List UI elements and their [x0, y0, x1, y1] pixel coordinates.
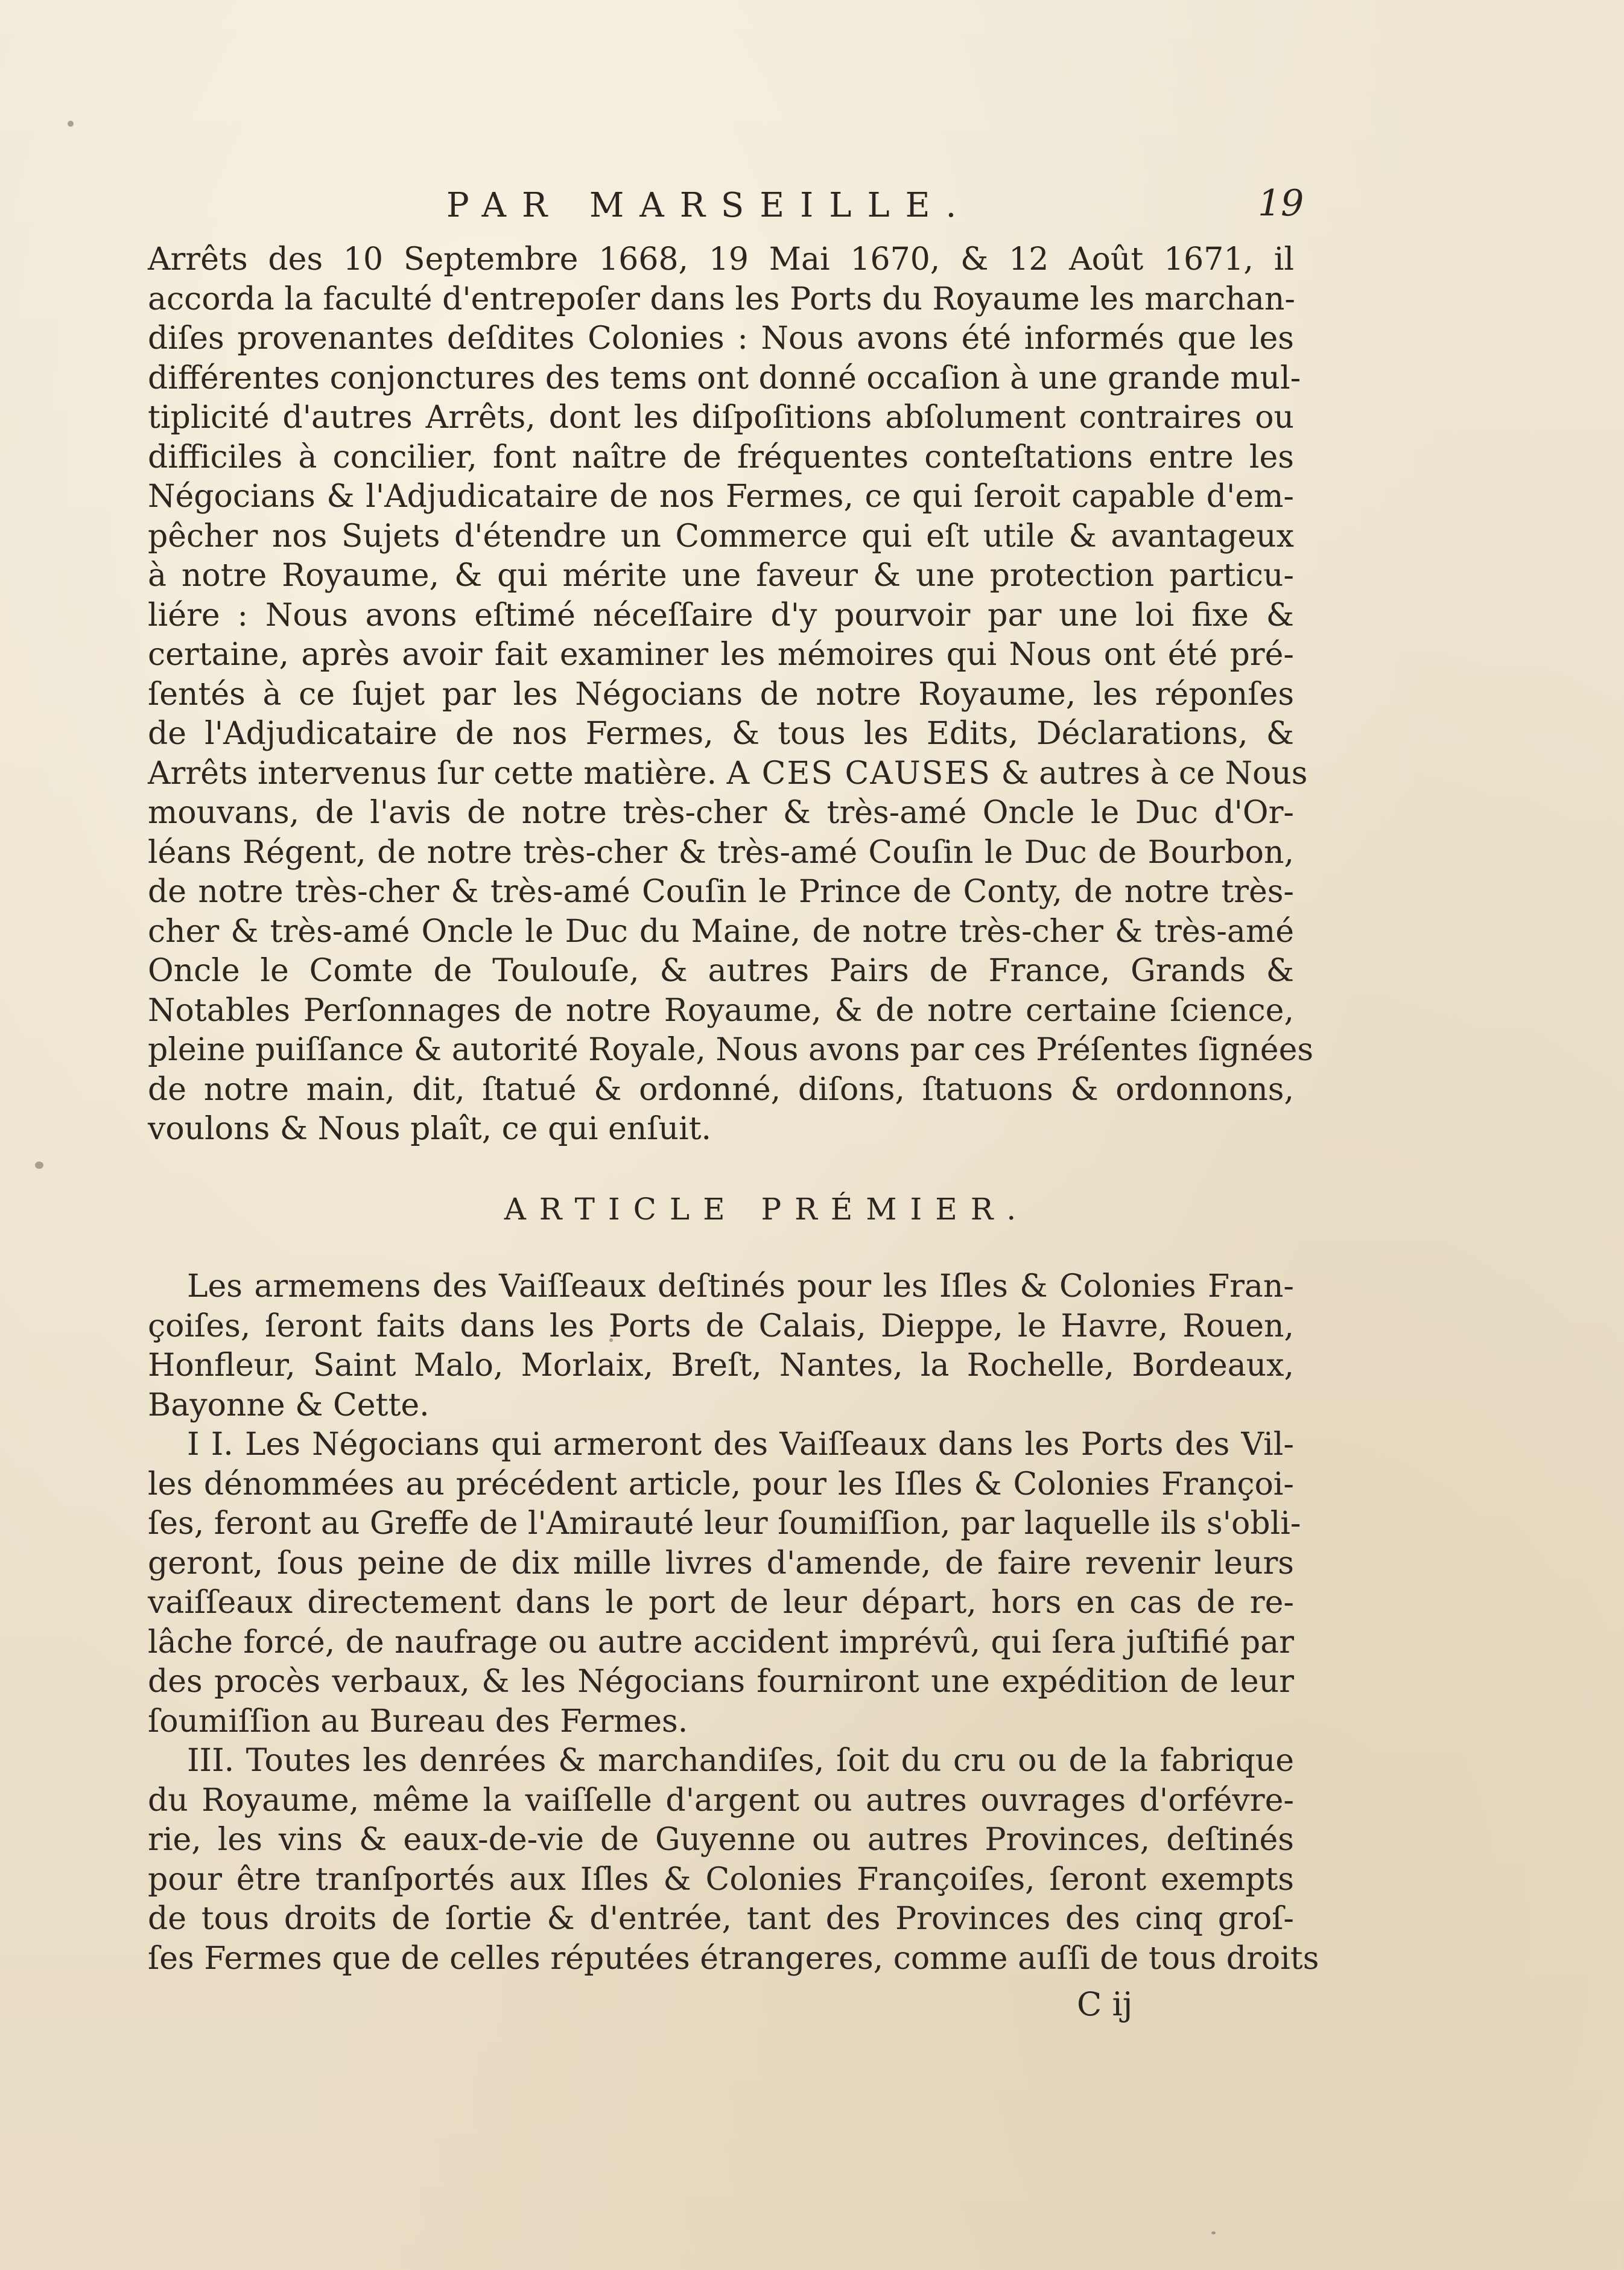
text-line: certaine, après avoir fait examiner les mémoires qui Nous ont été pré-	[148, 637, 1294, 673]
text-fragment: Arrêts intervenus ſur cette matière.	[148, 755, 717, 792]
a-ces-causes-smallcaps: A CES CAUSES	[726, 755, 991, 792]
text-line: mouvans, de l'avis de notre très-cher & très-amé Oncle le Duc d'Or-	[148, 795, 1294, 831]
paper-speck	[35, 1162, 43, 1169]
text-line: de notre main, dit, ſtatué & ordonné, diſons, ſtatuons & ordonnons,	[148, 1071, 1294, 1108]
text-fragment: & autres à ce Nous	[991, 755, 1308, 792]
text-line: diſes provenantes deſdites Colonies : Nous avons été informés que les	[148, 320, 1294, 357]
text-line: léans Régent, de notre très-cher & très-amé Couſin le Duc de Bourbon,	[148, 834, 1294, 871]
text-line: Bayonne & Cette.	[148, 1387, 430, 1423]
signature-mark: C ij	[1077, 1985, 1133, 2023]
article-2	[148, 1425, 1301, 1741]
text-line: ſentés à ce ſujet par les Négocians de notre Royaume, les réponſes	[148, 676, 1294, 713]
text-line: de tous droits de ſortie & d'entrée, tant des Provinces des cinq groſ-	[148, 1901, 1294, 1937]
text-line: de notre très-cher & très-amé Couſin le Prince de Conty, de notre très-	[148, 874, 1294, 910]
running-title: PAR MARSEILLE.	[446, 186, 972, 225]
text-line: de l'Adjudicataire de nos Fermes, & tous les Edits, Déclarations, &	[148, 716, 1294, 752]
text-line: rie, les vins & eaux-de-vie de Guyenne ou autres Provinces, deſtinés	[148, 1822, 1294, 1858]
running-head	[0, 181, 1624, 235]
text-line: I I. Les Négocians qui armeront des Vaiſſeaux dans les Ports des Vil-	[187, 1426, 1294, 1463]
opening-paragraph	[148, 240, 1314, 1149]
text-line: ſes Fermes que de celles réputées étrangeres, comme auſſi de tous droits	[148, 1940, 1319, 1977]
text-line: Négocians & l'Adjudicataire de nos Fermes, ce qui ſeroit capable d'em-	[148, 478, 1294, 515]
text-line: geront, ſous peine de dix mille livres d'amende, de faire revenir leurs	[148, 1545, 1294, 1582]
text-line: Notables Perſonnages de notre Royaume, & de notre certaine ſcience,	[148, 992, 1294, 1029]
text-line: vaiſſeaux directement dans le port de leur départ, hors en cas de re-	[148, 1585, 1294, 1621]
text-line: tiplicité d'autres Arrêts, dont les diſpoſitions abſolument contraires ou	[148, 399, 1294, 436]
text-line: ſes, feront au Greffe de l'Amirauté leur ſoumiſſion, par laquelle ils s'obli-	[148, 1505, 1301, 1542]
text-line: du Royaume, même la vaiſſelle d'argent ou autres ouvrages d'orfévre-	[148, 1782, 1294, 1819]
article-1	[148, 1267, 1294, 1425]
text-line: Les armemens des Vaiſſeaux deſtinés pour les Iſles & Colonies Fran-	[187, 1268, 1294, 1305]
articles	[148, 1267, 1319, 1979]
text-line: des procès verbaux, & les Négocians fourniront une expédition de leur	[148, 1664, 1294, 1700]
text-line: pleine puiſſance & autorité Royale, Nous avons par ces Préſentes ſignées	[148, 1032, 1314, 1068]
paper-speck	[1211, 2231, 1216, 2234]
paper-speck	[68, 121, 74, 127]
text-line: à notre Royaume, & qui mérite une faveur & une protection particu-	[148, 558, 1294, 594]
text-line: çoiſes, ſeront faits dans les Ports de Calais, Dieppe, le Havre, Rouen,	[148, 1308, 1294, 1344]
text-line-a-ces-causes	[148, 754, 1308, 794]
text-line: Arrêts des 10 Septembre 1668, 19 Mai 1670, & 12 Août 1671, il	[148, 241, 1294, 278]
page-number: 19	[1258, 182, 1304, 224]
text-line: les dénommées au précédent article, pour les Iſles & Colonies Françoi-	[148, 1466, 1294, 1502]
text-line: Oncle le Comte de Toulouſe, & autres Pairs de France, Grands &	[148, 953, 1294, 989]
text-line: lâche forcé, de naufrage ou autre accident imprévû, qui ſera juſtifié par	[148, 1624, 1294, 1661]
article-3	[148, 1741, 1319, 1979]
text-line: cher & très-amé Oncle le Duc du Maine, de notre très-cher & très-amé	[148, 913, 1294, 950]
text-line: III. Toutes les denrées & marchandiſes, ſoit du cru ou de la fabrique	[187, 1743, 1294, 1779]
text-line: voulons & Nous plaît, ce qui enſuit.	[148, 1111, 712, 1147]
text-line: différentes conjonctures des tems ont donné occaſion à une grande mul-	[148, 360, 1301, 396]
text-line: accorda la faculté d'entrepoſer dans les Ports du Royaume les marchan-	[148, 281, 1295, 317]
text-line: difficiles à concilier, font naître de fréquentes conteſtations entre les	[148, 439, 1294, 475]
text-line: pour être tranſportés aux Iſles & Colonies Françoiſes, ſeront exempts	[148, 1861, 1294, 1898]
article-heading-text: ARTICLE PRÉMIER.	[504, 1192, 1030, 1227]
text-line: liére : Nous avons eſtimé néceſſaire d'y pourvoir par une loi fixe &	[148, 597, 1294, 634]
text-line: ſoumiſſion au Bureau des Fermes.	[148, 1703, 688, 1740]
text-line: Honfleur, Saint Malo, Morlaix, Breſt, Nantes, la Rochelle, Bordeaux,	[148, 1347, 1294, 1384]
text-line: pêcher nos Sujets d'étendre un Commerce qui eſt utile & avantageux	[148, 518, 1294, 555]
article-heading	[0, 1192, 1624, 1227]
